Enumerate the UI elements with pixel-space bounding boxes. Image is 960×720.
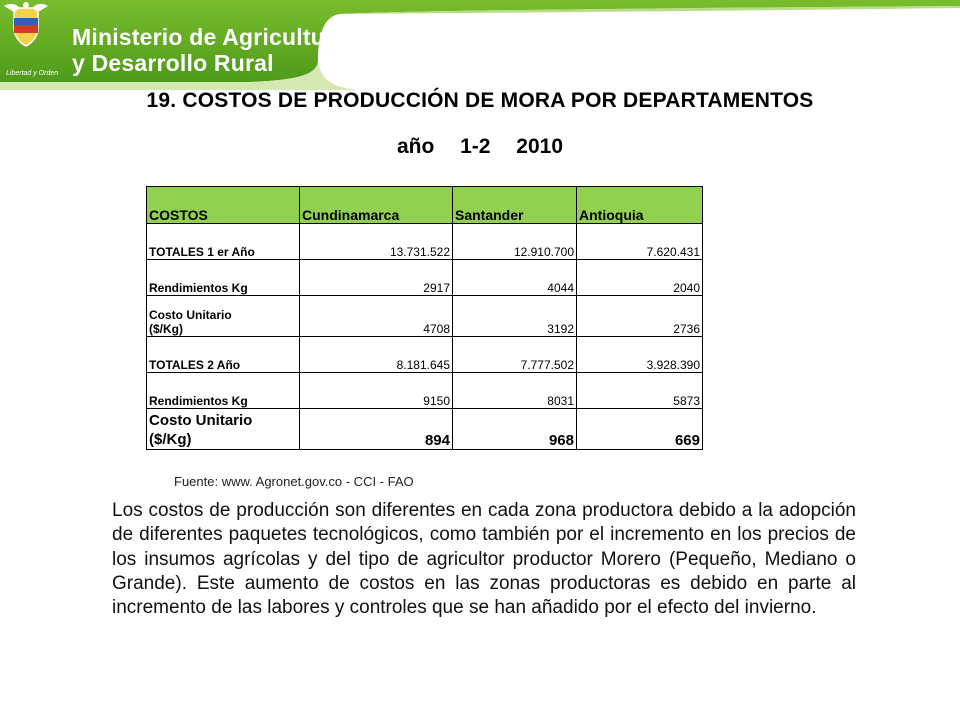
table-row	[147, 296, 703, 337]
coat-of-arms-icon	[0, 0, 52, 50]
row-label-line: Costo Unitario	[149, 308, 232, 322]
cell-value: 669	[577, 409, 703, 450]
row-label: Rendimientos Kg	[147, 260, 300, 296]
cell-value: 4044	[453, 260, 577, 296]
cell-value: 2040	[577, 260, 703, 296]
column-header: Santander	[453, 187, 577, 224]
cell-value: 3.928.390	[577, 337, 703, 373]
row-label-line: Costo Unitario	[149, 412, 253, 429]
table-row	[147, 373, 703, 409]
table-row	[147, 260, 703, 296]
table-row	[147, 337, 703, 373]
cell-value: 12.910.700	[453, 224, 577, 260]
row-label-line: ($/Kg)	[149, 431, 192, 448]
brand-line-1: Ministerio de Agricultura	[72, 24, 348, 50]
cell-value: 7.777.502	[453, 337, 577, 373]
cell-value: 3192	[453, 296, 577, 337]
column-header: Antioquia	[577, 187, 703, 224]
brand-line-2: y Desarrollo Rural	[72, 50, 274, 76]
column-header: COSTOS	[147, 187, 300, 224]
cell-value: 2917	[300, 260, 453, 296]
cell-value: 9150	[300, 373, 453, 409]
source-note: Fuente: www. Agronet.gov.co - CCI - FAO	[174, 474, 414, 489]
header-banner	[0, 0, 960, 90]
cell-value: 8.181.645	[300, 337, 453, 373]
column-header: Cundinamarca	[300, 187, 453, 224]
body-paragraph: Los costos de producción son diferentes en cada zona productora debido a la adopción de diferentes paquetes tecnológicos, como también por el incremento en los precios de los insumos agrícolas y del tipo de agricultor productor Morero (Pequeño, Mediano o Grande). Este aumento de costos en las zonas productoras es debido en parte al incremento de las labores y controles que se han añadido por el efecto del invierno.	[112, 500, 856, 619]
cell-value: 5873	[577, 373, 703, 409]
costs-table	[146, 186, 703, 450]
cell-value: 8031	[453, 373, 577, 409]
crest-motto: Libertad y Orden	[6, 70, 59, 77]
row-label-line: ($/Kg)	[149, 322, 183, 336]
row-label	[147, 409, 300, 450]
slide-title: 19. COSTOS DE PRODUCCIÓN DE MORA POR DEPARTAMENTOS	[146, 89, 814, 112]
slide-subtitle: año 1-2 2010	[396, 135, 564, 158]
table-row	[147, 224, 703, 260]
ministry-logo-text	[72, 24, 347, 76]
cell-value: 13.731.522	[300, 224, 453, 260]
cell-value: 4708	[300, 296, 453, 337]
cell-value: 7.620.431	[577, 224, 703, 260]
cell-value: 894	[300, 409, 453, 450]
row-label	[147, 296, 300, 337]
row-label: TOTALES 1 er Año	[147, 224, 300, 260]
row-label: TOTALES 2 Año	[147, 337, 300, 373]
table-header-row	[147, 187, 703, 224]
cell-value: 2736	[577, 296, 703, 337]
table-row	[147, 409, 703, 450]
cell-value: 968	[453, 409, 577, 450]
row-label: Rendimientos Kg	[147, 373, 300, 409]
